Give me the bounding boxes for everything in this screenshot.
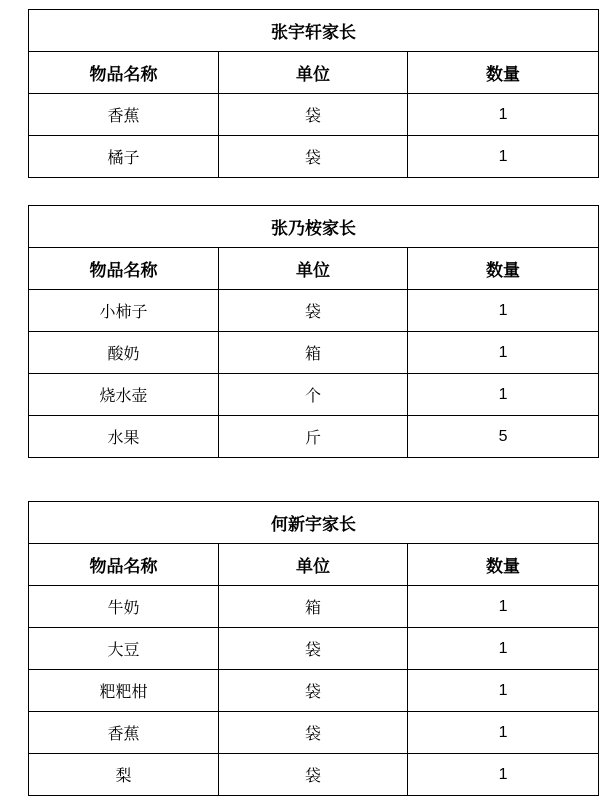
- table-header-row: [29, 52, 599, 94]
- item-name-cell: 香蕉: [29, 94, 219, 136]
- unit-cell: 袋: [219, 290, 408, 332]
- header-item-name: 物品名称: [29, 248, 219, 290]
- unit-cell: 袋: [219, 136, 408, 178]
- table-row: [29, 628, 599, 670]
- unit-cell: 袋: [219, 754, 408, 796]
- quantity-cell: 1: [408, 290, 599, 332]
- item-name-cell: 大豆: [29, 628, 219, 670]
- table-row: [29, 136, 599, 178]
- item-name-cell: 梨: [29, 754, 219, 796]
- table-row: [29, 586, 599, 628]
- header-quantity: 数量: [408, 544, 599, 586]
- quantity-cell: 1: [408, 332, 599, 374]
- item-name-cell: 粑粑柑: [29, 670, 219, 712]
- table-title: 何新宇家长: [29, 502, 599, 544]
- table-row: [29, 332, 599, 374]
- quantity-cell: 1: [408, 754, 599, 796]
- donation-table-zhang-yuxuan: [28, 9, 599, 178]
- item-name-cell: 牛奶: [29, 586, 219, 628]
- unit-cell: 箱: [219, 332, 408, 374]
- table-header-row: [29, 248, 599, 290]
- table-row: [29, 416, 599, 458]
- table-row: [29, 670, 599, 712]
- item-name-cell: 橘子: [29, 136, 219, 178]
- unit-cell: 袋: [219, 712, 408, 754]
- quantity-cell: 1: [408, 670, 599, 712]
- donation-table-zhang-naian: [28, 205, 599, 458]
- item-name-cell: 烧水壶: [29, 374, 219, 416]
- unit-cell: 袋: [219, 628, 408, 670]
- item-name-cell: 小柿子: [29, 290, 219, 332]
- quantity-cell: 1: [408, 628, 599, 670]
- table-title: 张宇轩家长: [29, 10, 599, 52]
- quantity-cell: 1: [408, 374, 599, 416]
- header-quantity: 数量: [408, 248, 599, 290]
- unit-cell: 袋: [219, 94, 408, 136]
- table-row: [29, 290, 599, 332]
- quantity-cell: 1: [408, 94, 599, 136]
- table-title: 张乃桉家长: [29, 206, 599, 248]
- table-row: [29, 712, 599, 754]
- header-quantity: 数量: [408, 52, 599, 94]
- table-header-row: [29, 544, 599, 586]
- quantity-cell: 5: [408, 416, 599, 458]
- table-title-row: [29, 502, 599, 544]
- unit-cell: 箱: [219, 586, 408, 628]
- item-name-cell: 酸奶: [29, 332, 219, 374]
- item-name-cell: 水果: [29, 416, 219, 458]
- unit-cell: 斤: [219, 416, 408, 458]
- table-title-row: [29, 10, 599, 52]
- table-row: [29, 94, 599, 136]
- donation-table-he-xinyu: [28, 501, 599, 796]
- header-item-name: 物品名称: [29, 544, 219, 586]
- header-unit: 单位: [219, 544, 408, 586]
- table-row: [29, 374, 599, 416]
- quantity-cell: 1: [408, 136, 599, 178]
- table-title-row: [29, 206, 599, 248]
- item-name-cell: 香蕉: [29, 712, 219, 754]
- header-item-name: 物品名称: [29, 52, 219, 94]
- quantity-cell: 1: [408, 586, 599, 628]
- unit-cell: 袋: [219, 670, 408, 712]
- header-unit: 单位: [219, 52, 408, 94]
- unit-cell: 个: [219, 374, 408, 416]
- header-unit: 单位: [219, 248, 408, 290]
- quantity-cell: 1: [408, 712, 599, 754]
- table-row: [29, 754, 599, 796]
